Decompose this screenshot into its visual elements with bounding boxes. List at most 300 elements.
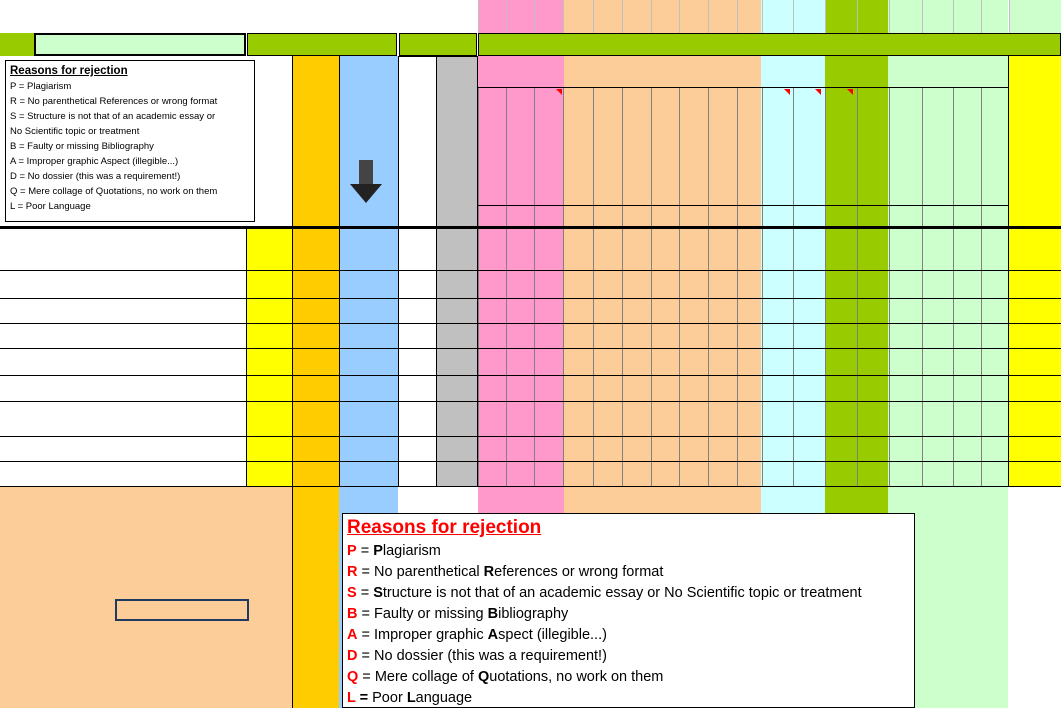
score-cell[interactable] [651,228,679,270]
score-cell[interactable] [622,228,651,270]
score-cell[interactable] [981,401,1009,436]
score-cell[interactable] [953,436,981,461]
criterion-header [857,89,889,189]
score-cell[interactable] [762,228,793,270]
grid-line [563,0,564,33]
reason-header-line1 [345,62,367,154]
selected-cell[interactable] [115,599,249,621]
score-cell[interactable] [889,298,922,323]
essay-pct0 [1009,190,1059,206]
score-cell[interactable] [622,401,651,436]
score-cell[interactable] [889,436,922,461]
seminar-grade-cell[interactable] [437,348,477,375]
reason-cell[interactable] [339,228,398,270]
score-cell[interactable] [953,401,981,436]
legend-large-bold: B [487,606,499,622]
score-cell[interactable] [478,323,506,348]
essay-grade-cell[interactable] [1009,270,1061,298]
criterion-max [737,206,762,226]
score-cell[interactable] [953,298,981,323]
legend-large-pre: No dossier (this was a requirement!) [374,648,607,664]
score-cell[interactable] [563,375,593,401]
score-cell[interactable] [593,298,622,323]
score-cell[interactable] [825,323,857,348]
legend-large-eq: = [356,585,374,601]
grid-line [506,0,507,33]
score-cell[interactable] [563,348,593,375]
grid-line [534,0,535,33]
criterion-max [857,206,889,226]
total-seminar-cell[interactable] [398,323,436,348]
legend-small-item: S = Structure is not that of an academic essay or [10,111,216,122]
criterion-header [534,89,563,189]
score-cell[interactable] [478,401,506,436]
score-cell[interactable] [651,375,679,401]
criterion-max [506,206,534,226]
final-grade-cell[interactable] [247,348,292,375]
score-cell[interactable] [708,401,737,436]
score-cell[interactable] [506,436,534,461]
score-cell[interactable] [534,461,563,486]
essay-grade-cell[interactable] [1009,323,1061,348]
score-cell[interactable] [593,323,622,348]
score-cell[interactable] [679,228,708,270]
total-seminar-cell[interactable] [398,461,436,486]
essay-header [478,33,1061,56]
score-cell[interactable] [679,298,708,323]
score-cell[interactable] [506,375,534,401]
score-cell[interactable] [506,298,534,323]
criterion-max [889,206,922,226]
score-cell[interactable] [478,375,506,401]
legend-large-eq: = [357,564,375,580]
final-average-cell[interactable] [292,323,339,348]
score-cell[interactable] [889,401,922,436]
reason-cell[interactable] [339,461,398,486]
legend-large-pre: Improper graphic [374,627,488,643]
score-cell[interactable] [793,436,825,461]
score-cell[interactable] [563,323,593,348]
score-cell[interactable] [708,348,737,375]
score-cell[interactable] [922,401,953,436]
legend-large-eq: = [358,669,375,685]
reason-cell[interactable] [339,348,398,375]
score-cell[interactable] [981,298,1009,323]
score-cell[interactable] [825,348,857,375]
score-cell[interactable] [679,461,708,486]
score-cell[interactable] [622,323,651,348]
reason-cell[interactable] [339,270,398,298]
score-cell[interactable] [506,348,534,375]
legend-small-title: Reasons for rejection [10,65,128,77]
score-cell[interactable] [762,348,793,375]
criterion-max [793,206,825,226]
score-cell[interactable] [825,461,857,486]
score-cell[interactable] [825,298,857,323]
score-cell[interactable] [981,461,1009,486]
max-points-label [479,191,879,205]
score-cell[interactable] [793,323,825,348]
bottom-left-fill [0,486,292,708]
score-cell[interactable] [981,228,1009,270]
score-cell[interactable] [922,436,953,461]
reason-cell[interactable] [339,298,398,323]
score-cell[interactable] [922,375,953,401]
score-cell[interactable] [922,228,953,270]
score-cell[interactable] [622,298,651,323]
score-cell[interactable] [478,348,506,375]
group-header-aspect [478,58,564,88]
score-cell[interactable] [563,298,593,323]
score-cell[interactable] [563,228,593,270]
score-cell[interactable] [679,270,708,298]
reason-cell[interactable] [339,401,398,436]
score-cell[interactable] [593,401,622,436]
legend-large-bold: R [483,564,495,580]
score-cell[interactable] [651,461,679,486]
reason-cell[interactable] [339,375,398,401]
score-cell[interactable] [593,461,622,486]
final-grade-cell[interactable] [247,436,292,461]
score-cell[interactable] [889,270,922,298]
score-cell[interactable] [679,348,708,375]
score-cell[interactable] [825,270,857,298]
score-cell[interactable] [793,298,825,323]
seminar-grade-cell[interactable] [437,375,477,401]
criterion-header [622,89,651,189]
score-cell[interactable] [563,461,593,486]
score-cell[interactable] [534,375,563,401]
score-cell[interactable] [651,323,679,348]
essay-grade-cell[interactable] [1009,228,1061,270]
score-cell[interactable] [622,270,651,298]
final-average-cell[interactable] [292,298,339,323]
score-cell[interactable] [922,298,953,323]
score-cell[interactable] [857,436,889,461]
score-cell[interactable] [737,375,762,401]
score-cell[interactable] [762,436,793,461]
criterion-header [651,89,679,189]
criterion-header [478,89,506,189]
score-cell[interactable] [478,270,506,298]
score-cell[interactable] [762,375,793,401]
divider [478,205,1009,206]
score-cell[interactable] [737,401,762,436]
criterion-max [981,206,1009,226]
score-cell[interactable] [857,461,889,486]
score-cell[interactable] [534,436,563,461]
score-cell[interactable] [857,270,889,298]
seminar-grade-cell[interactable] [437,270,477,298]
score-cell[interactable] [762,401,793,436]
score-cell[interactable] [506,401,534,436]
reason-cell[interactable] [339,323,398,348]
final-grade-cell[interactable] [247,323,292,348]
score-cell[interactable] [762,270,793,298]
legend-small-item: No Scientific topic or treatment [10,126,140,137]
seminar-grade-header [437,62,477,182]
score-cell[interactable] [593,228,622,270]
legend-large-item [347,562,910,583]
legend-large-bold: S [373,585,383,601]
score-cell[interactable] [708,298,737,323]
score-cell[interactable] [708,270,737,298]
score-cell[interactable] [737,228,762,270]
criterion-max [953,206,981,226]
score-cell[interactable] [981,375,1009,401]
legend-small-item: P = Plagiarism [10,81,72,92]
grid-line [981,0,982,33]
total-seminar-cell[interactable] [398,228,436,270]
score-cell[interactable] [622,461,651,486]
score-cell[interactable] [708,461,737,486]
seminar-pct [437,206,477,226]
score-cell[interactable] [889,375,922,401]
score-cell[interactable] [651,401,679,436]
legend-large-post: uotations, no work on them [489,669,664,685]
score-cell[interactable] [534,401,563,436]
score-cell[interactable] [534,348,563,375]
seminar-grade-cell[interactable] [437,323,477,348]
final-grade-cell[interactable] [247,401,292,436]
criterion-header [889,89,922,189]
total-seminar-cell[interactable] [398,270,436,298]
group-header-ref [761,58,825,88]
score-cell[interactable] [593,270,622,298]
score-cell[interactable] [478,298,506,323]
grid-line [679,0,680,33]
final-average-cell[interactable] [292,401,339,436]
score-cell[interactable] [981,270,1009,298]
legend-large-pre: No parenthetical [374,564,484,580]
score-cell[interactable] [506,270,534,298]
final-grade-cell[interactable] [247,298,292,323]
seminar-grade-cell[interactable] [437,461,477,486]
seminar-grade-cell[interactable] [437,228,477,270]
score-cell[interactable] [825,401,857,436]
total-seminar-points-header [400,58,436,188]
score-cell[interactable] [953,323,981,348]
score-cell[interactable] [737,323,762,348]
score-cell[interactable] [762,323,793,348]
score-cell[interactable] [793,461,825,486]
seminar-grade-cell[interactable] [437,436,477,461]
score-cell[interactable] [563,401,593,436]
final-grade-cell[interactable] [247,461,292,486]
score-cell[interactable] [737,436,762,461]
score-cell[interactable] [534,298,563,323]
criterion-max [679,206,708,226]
score-cell[interactable] [857,323,889,348]
legend-large-bold: L [406,690,416,706]
total-seminar-cell[interactable] [398,436,436,461]
score-cell[interactable] [622,375,651,401]
legend-small-item: D = No dossier (this was a requirement!) [10,171,181,182]
criterion-header [737,89,762,189]
score-cell[interactable] [825,375,857,401]
reason-header-line2 [367,62,389,154]
score-cell[interactable] [793,228,825,270]
seminar-grade-cell[interactable] [437,401,477,436]
score-cell[interactable] [922,461,953,486]
final-average-cell[interactable] [292,375,339,401]
score-cell[interactable] [563,436,593,461]
legend-large-item [347,541,910,562]
score-cell[interactable] [857,298,889,323]
legend-small-item: B = Faulty or missing Bibliography [10,141,154,152]
criterion-header [981,89,1009,189]
legend-large-bold: A [487,627,499,643]
legend-large-key: B [347,606,358,622]
legend-large-item [347,646,910,667]
criterion-max [593,206,622,226]
score-cell[interactable] [506,228,534,270]
score-cell[interactable] [857,401,889,436]
score-cell[interactable] [651,270,679,298]
grid-line [478,0,479,33]
total-seminar-cell[interactable] [398,298,436,323]
legend-large-key: Q [347,669,359,685]
legend-large-post: spect (illegible...) [498,627,607,643]
grid-line [922,0,923,33]
score-cell[interactable] [857,348,889,375]
score-cell[interactable] [593,436,622,461]
score-cell[interactable] [953,375,981,401]
reason-cell[interactable] [339,436,398,461]
final-grade-cell[interactable] [247,228,292,270]
score-cell[interactable] [651,436,679,461]
group-header-contents [564,58,761,88]
final-average-cell[interactable] [292,348,339,375]
score-cell[interactable] [506,323,534,348]
score-cell[interactable] [679,323,708,348]
essay-pct90 [1009,206,1059,226]
score-cell[interactable] [737,298,762,323]
score-cell[interactable] [679,401,708,436]
score-cell[interactable] [857,375,889,401]
reasons-legend-large [342,513,915,708]
seminar-grade-cell[interactable] [437,298,477,323]
essay-grade-header [1009,90,1061,190]
score-cell[interactable] [825,436,857,461]
score-cell[interactable] [651,348,679,375]
criterion-header [825,89,857,189]
score-cell[interactable] [708,375,737,401]
final-average-cell[interactable] [292,270,339,298]
total-seminar-cell[interactable] [398,401,436,436]
score-cell[interactable] [953,348,981,375]
score-cell[interactable] [737,270,762,298]
score-cell[interactable] [679,436,708,461]
score-cell[interactable] [506,461,534,486]
score-cell[interactable] [889,323,922,348]
total-seminar-cell[interactable] [398,375,436,401]
score-cell[interactable] [563,270,593,298]
row-border [0,486,1061,487]
score-cell[interactable] [708,228,737,270]
final-average-cell[interactable] [292,461,339,486]
score-cell[interactable] [889,348,922,375]
score-cell[interactable] [981,348,1009,375]
legend-large-item [347,604,910,625]
score-cell[interactable] [737,461,762,486]
legend-large-pre: Mere collage of [374,669,478,685]
legend-large-key: D [347,648,358,664]
score-cell[interactable] [534,323,563,348]
score-cell[interactable] [793,375,825,401]
criterion-header [679,89,708,189]
final-average-cell[interactable] [292,436,339,461]
score-cell[interactable] [762,298,793,323]
score-cell[interactable] [889,461,922,486]
score-cell[interactable] [953,228,981,270]
score-cell[interactable] [534,270,563,298]
essay-grade-cell[interactable] [1009,461,1061,486]
final-average-cell[interactable] [292,228,339,270]
final-grade-cell[interactable] [247,270,292,298]
final-header [247,33,397,56]
legend-large-key: A [347,627,358,643]
score-cell[interactable] [857,228,889,270]
legend-large-title: Reasons for rejection [347,517,542,538]
score-cell[interactable] [981,323,1009,348]
criterion-header [953,89,981,189]
score-cell[interactable] [922,270,953,298]
score-cell[interactable] [762,461,793,486]
total-seminar-cell[interactable] [398,348,436,375]
score-cell[interactable] [981,436,1009,461]
final-grade-cell[interactable] [247,375,292,401]
legend-large-post: eferences or wrong format [494,564,664,580]
score-cell[interactable] [534,228,563,270]
score-cell[interactable] [593,375,622,401]
score-cell[interactable] [708,323,737,348]
essay-grade-cell[interactable] [1009,375,1061,401]
score-cell[interactable] [737,348,762,375]
row-border [398,56,477,57]
criterion-max [708,206,737,226]
legend-large-pre: Faulty or missing [374,606,488,622]
score-cell[interactable] [622,436,651,461]
score-cell[interactable] [793,270,825,298]
score-cell[interactable] [478,436,506,461]
score-cell[interactable] [651,298,679,323]
essay-grade-cell[interactable] [1009,298,1061,323]
score-cell[interactable] [708,436,737,461]
score-cell[interactable] [478,228,506,270]
grid-line [889,0,890,33]
score-cell[interactable] [478,461,506,486]
score-cell[interactable] [593,348,622,375]
score-cell[interactable] [953,270,981,298]
score-cell[interactable] [889,228,922,270]
score-cell[interactable] [679,375,708,401]
legend-large-post: lagiarism [382,543,441,559]
legend-large-eq: = [357,648,375,664]
score-cell[interactable] [793,348,825,375]
score-cell[interactable] [793,401,825,436]
score-cell[interactable] [953,461,981,486]
essay-grade-cell[interactable] [1009,348,1061,375]
score-cell[interactable] [825,228,857,270]
seminar-total [400,188,436,205]
score-cell[interactable] [922,348,953,375]
score-cell[interactable] [622,348,651,375]
score-cell[interactable] [922,323,953,348]
legend-large-eq: = [355,690,373,706]
essay-grade-cell[interactable] [1009,436,1061,461]
essay-grade-cell[interactable] [1009,401,1061,436]
